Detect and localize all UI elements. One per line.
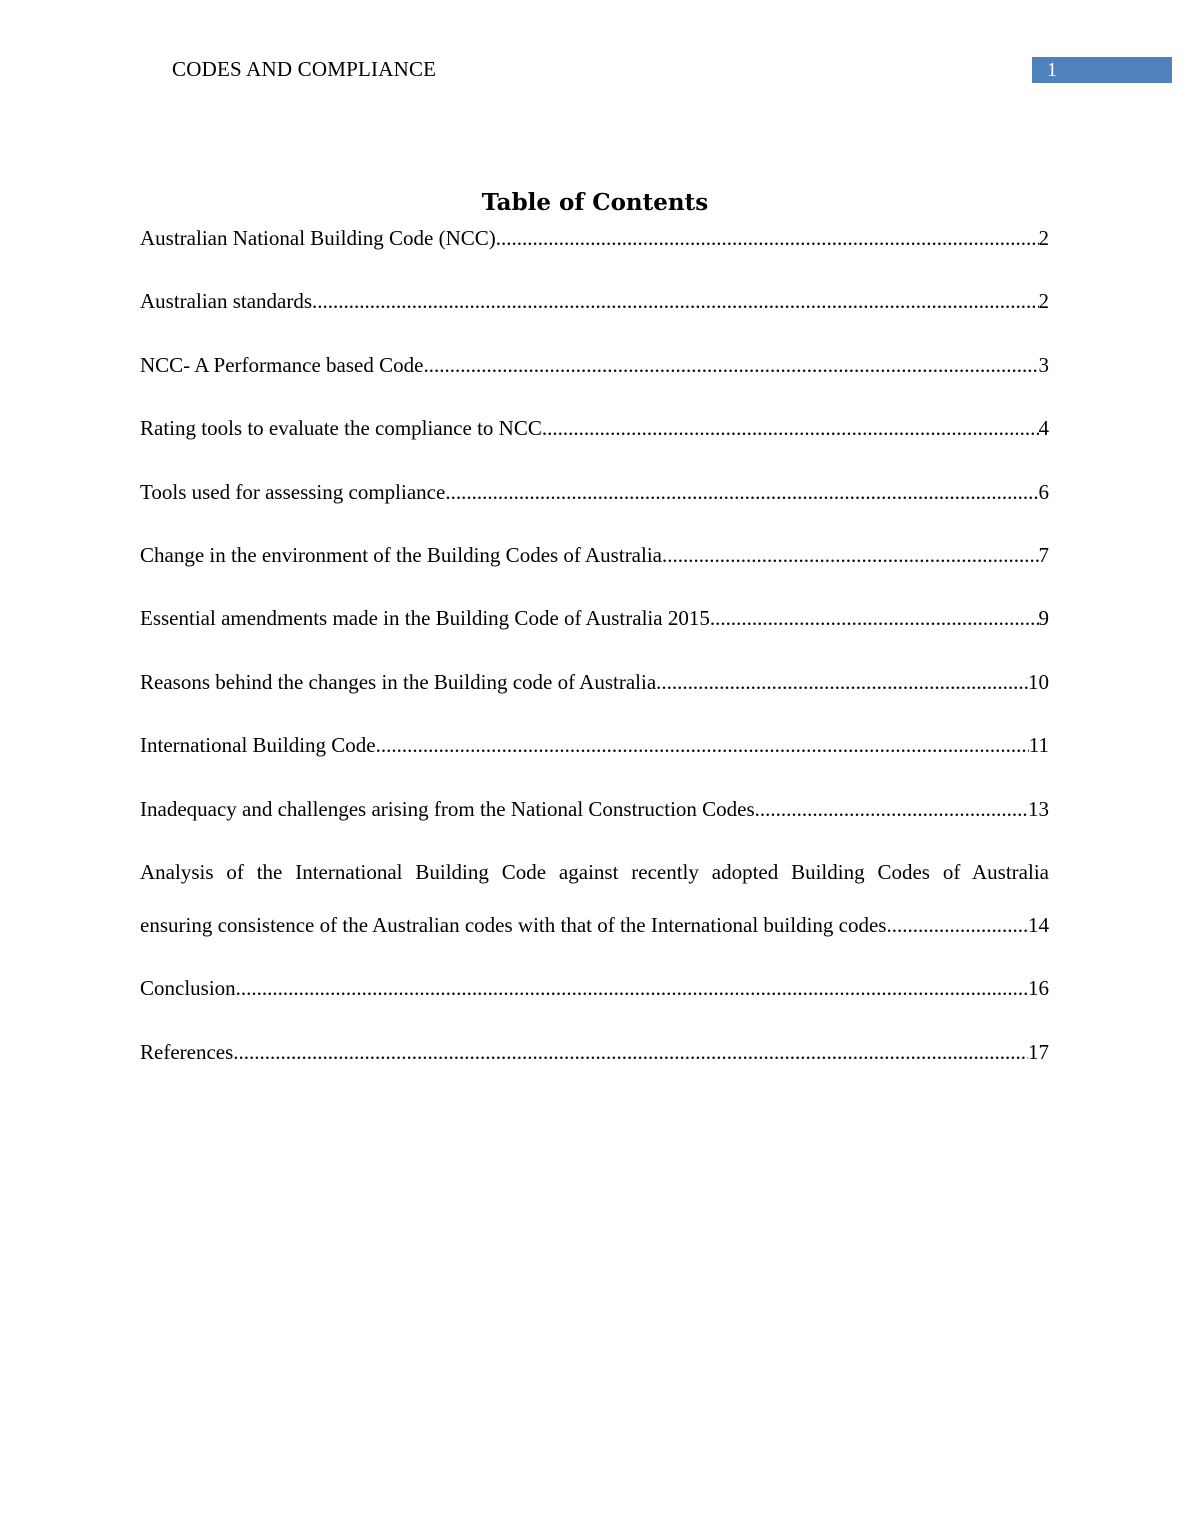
toc-entry-page: 6	[1038, 479, 1049, 504]
toc-entry[interactable]	[140, 537, 1049, 573]
toc-entry-title: Reasons behind the changes in the Building code of Australia	[140, 669, 657, 694]
toc-dot-leader	[755, 791, 1028, 827]
toc-entry[interactable]	[140, 283, 1049, 319]
toc-entry-page: 2	[1038, 289, 1049, 314]
toc-dot-leader	[496, 220, 1039, 256]
toc-entry[interactable]	[140, 727, 1049, 763]
toc-entry-page: 11	[1028, 733, 1049, 758]
toc-entry-title-line2: ensuring consistence of the Australian codes with that of the International building codes	[140, 912, 887, 937]
toc-dot-leader	[423, 347, 1038, 383]
toc-entry-title: Tools used for assessing compliance	[140, 479, 446, 504]
toc-entry-page: 3	[1038, 352, 1049, 377]
toc-entry-title: Change in the environment of the Building Codes of Australia	[140, 542, 662, 567]
toc-entry[interactable]	[140, 854, 1049, 943]
toc-dot-leader	[233, 1034, 1028, 1070]
running-header-title: CODES AND COMPLIANCE	[172, 57, 437, 81]
toc-entry-title-line1: Analysis of the International Building Code against recently adopted Building Codes of Australia	[140, 859, 1049, 884]
toc-entry-page: 13	[1028, 796, 1049, 821]
toc-entry[interactable]	[140, 220, 1049, 256]
toc-dot-leader	[662, 537, 1039, 573]
toc-entry-page: 2	[1038, 226, 1049, 250]
page-number-badge: 1	[1032, 57, 1172, 83]
toc-entry-title: Australian standards	[140, 289, 313, 314]
toc-entry[interactable]	[140, 791, 1049, 827]
toc-entry-title: References	[140, 1039, 234, 1064]
toc-entry-title: Inadequacy and challenges arising from the National Construction Codes	[140, 796, 755, 821]
toc-dot-leader	[542, 410, 1039, 446]
toc-entry-title: Essential amendments made in the Building Code of Australia 2015	[140, 606, 710, 631]
toc-entry-page: 10	[1028, 669, 1049, 694]
toc-entry-title: Conclusion	[140, 976, 236, 1001]
toc-entry[interactable]	[140, 410, 1049, 446]
toc-dot-leader	[710, 600, 1039, 636]
toc-entry-page: 14	[1028, 912, 1049, 937]
toc-entry-page: 9	[1038, 606, 1049, 631]
toc-entry[interactable]	[140, 1034, 1049, 1070]
toc-entry[interactable]	[140, 664, 1049, 700]
toc-entry-title: Rating tools to evaluate the compliance to NCC	[140, 416, 542, 441]
toc-entry-page: 7	[1038, 542, 1049, 567]
toc-entry-title: Australian National Building Code (NCC)	[140, 226, 496, 250]
toc-entry-page: 4	[1038, 416, 1049, 441]
toc-list	[140, 220, 1049, 1097]
toc-entry-page: 16	[1028, 976, 1049, 1001]
toc-entry[interactable]	[140, 970, 1049, 1006]
toc-entry[interactable]	[140, 347, 1049, 383]
toc-heading: Table of Contents	[481, 189, 709, 216]
toc-dot-leader	[376, 727, 1029, 763]
toc-dot-leader	[312, 283, 1038, 319]
toc-entry[interactable]	[140, 474, 1049, 510]
toc-entry[interactable]	[140, 600, 1049, 636]
toc-dot-leader	[236, 970, 1028, 1006]
toc-entry-title: NCC- A Performance based Code	[140, 352, 424, 377]
toc-dot-leader	[656, 664, 1028, 700]
toc-dot-leader	[445, 474, 1038, 510]
toc-entry-title: International Building Code	[140, 733, 376, 758]
toc-entry-page: 17	[1028, 1039, 1049, 1064]
toc-dot-leader	[886, 907, 1028, 943]
